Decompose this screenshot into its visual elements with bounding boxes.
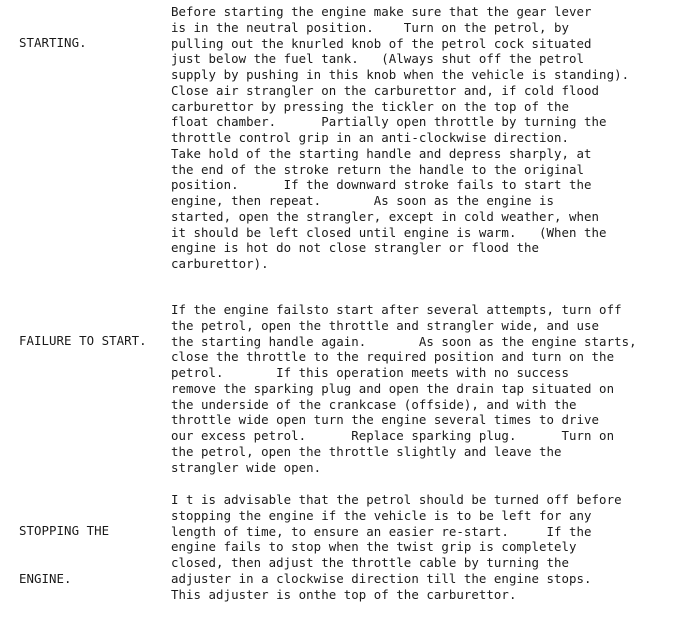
body-line: the end of the stroke return the handle to the original — [171, 161, 585, 177]
body-line: the petrol, open the throttle and strangler wide, and use — [171, 317, 600, 333]
body-line: our excess petrol. Replace sparking plug. Turn on — [171, 428, 615, 443]
body-line: engine, then repeat. As soon as the engine is — [171, 193, 554, 208]
body-line: Before starting the engine make sure that the gear lever — [171, 4, 592, 19]
heading-line: STARTING. — [19, 35, 87, 51]
body-line: I t is advisable that the petrol should be turned off before — [171, 492, 622, 507]
section-heading — [19, 492, 109, 618]
section-heading — [19, 302, 147, 381]
body-line: the petrol, open the throttle slightly and leave the — [171, 443, 562, 459]
body-line: remove the sparking plug and open the drain tap situated on — [171, 380, 615, 396]
body-line: length of time, to ensure an easier re-start. If the — [171, 523, 592, 539]
body-line: float chamber. Partially open throttle by turning the — [171, 114, 607, 130]
body-line: Take hold of the starting handle and depress sharply, at — [171, 145, 592, 161]
body-line: pulling out the knurled knob of the petrol cock situated — [171, 35, 592, 51]
body-line: engine is hot do not close strangler or flood the — [171, 240, 539, 256]
body-line: petrol. If this operation meets with no success — [171, 365, 570, 380]
body-line: adjuster in a clockwise direction till the engine stops. — [171, 570, 592, 586]
body-line: the starting handle again. As soon as the engine starts, — [171, 333, 637, 349]
heading-line: STOPPING THE — [19, 523, 110, 539]
body-line: carburettor). — [171, 256, 269, 271]
body-line: If the engine failsto start after several attempts, turn off — [171, 302, 622, 317]
body-line: engine fails to stop when the twist grip is completely — [171, 539, 577, 555]
heading-line: ENGINE. — [19, 570, 72, 586]
section-body — [171, 302, 696, 475]
body-line: Close air strangler on the carburettor and, if cold flood — [171, 82, 600, 98]
section-heading — [19, 4, 87, 83]
body-line: started, open the strangler, except in cold weather, when — [171, 208, 600, 224]
body-line: strangler wide open. — [171, 459, 322, 475]
section-body — [171, 492, 696, 602]
body-line: throttle control grip in an anti-clockwise direction. — [171, 130, 570, 145]
body-line: carburettor by pressing the tickler on the top of the — [171, 98, 570, 114]
body-line: it should be left closed until engine is warm. (When the — [171, 224, 607, 240]
body-line: stopping the engine if the vehicle is to be left for any — [171, 507, 592, 523]
body-line: just below the fuel tank. (Always shut off the petrol — [171, 51, 585, 67]
body-line: close the throttle to the required position and turn on the — [171, 349, 615, 365]
body-line: This adjuster is onthe top of the carburettor. — [171, 586, 517, 602]
body-line: throttle wide open turn the engine several times to drive — [171, 412, 600, 428]
body-line: closed, then adjust the throttle cable by turning the — [171, 555, 570, 570]
section-body — [171, 4, 696, 272]
body-line: is in the neutral position. Turn on the petrol, by — [171, 19, 570, 35]
body-line: position. If the downward stroke fails to start the — [171, 177, 592, 193]
body-line: the underside of the crankcase (offside), and with the — [171, 396, 577, 412]
heading-line: FAILURE TO START. — [19, 333, 147, 349]
body-line: supply by pushing in this knob when the vehicle is standing). — [171, 67, 630, 82]
